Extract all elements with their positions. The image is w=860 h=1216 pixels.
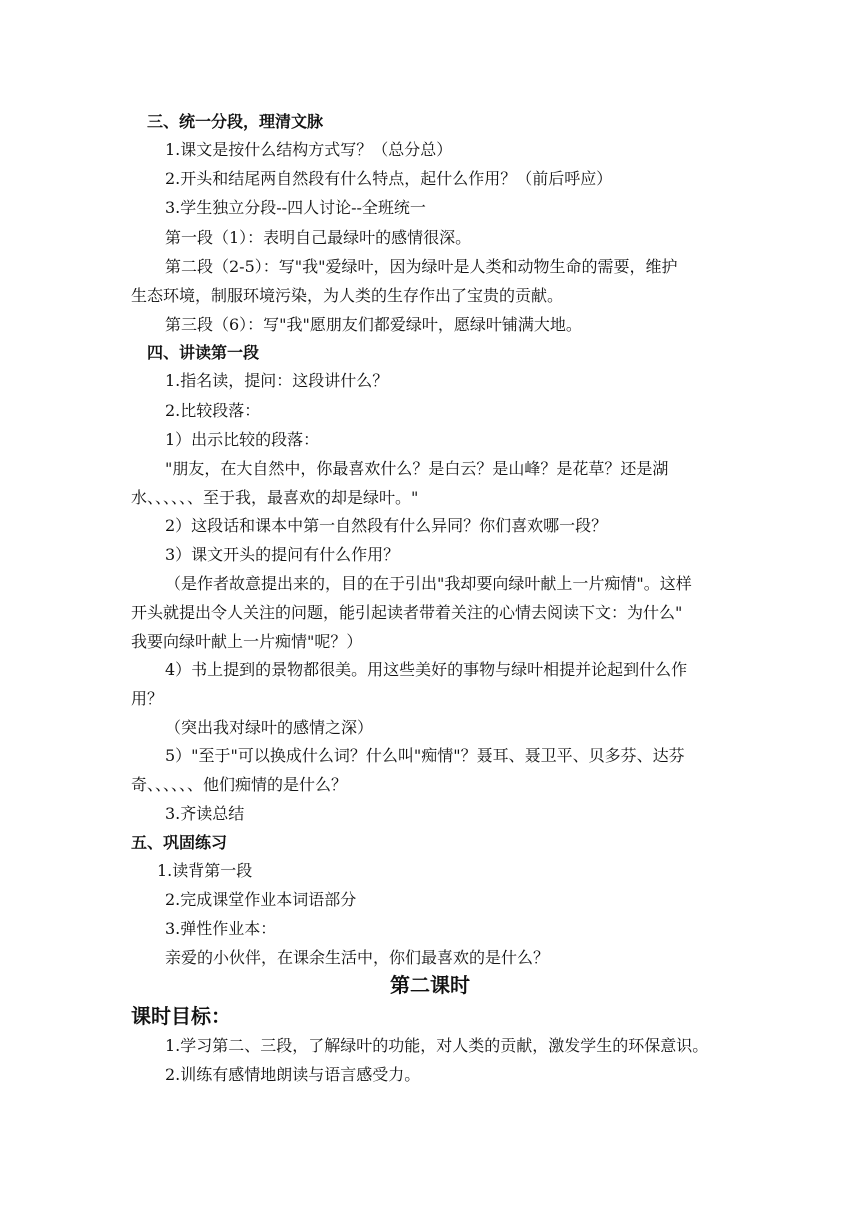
section-4-sub-5-line-2: 奇、、、、、、他们痴情的是什么？	[131, 775, 348, 794]
section-4-sub-4-line-2: 用？	[131, 689, 164, 708]
objectives-heading: 课时目标：	[131, 1004, 231, 1028]
section-3-item-1: 1.课文是按什么结构方式写？（总分总）	[165, 140, 453, 159]
section-4-sub-2: 2）这段话和课本中第一自然段有什么异同？你们喜欢哪一段？	[165, 516, 608, 535]
objective-2: 2.训练有感情地朗读与语言感受力。	[165, 1065, 421, 1084]
section-5-item-1: 1.读背第一段	[157, 861, 253, 880]
section-3-item-3: 3.学生独立分段--四人讨论--全班统一	[165, 198, 426, 217]
paragraph-segment-1: 第一段（1）：表明自己最绿叶的感情很深。	[165, 228, 472, 247]
section-5-prompt: 亲爱的小伙伴，在课余生活中，你们最喜欢的是什么？	[165, 948, 550, 967]
comparison-quote-line-2: 水、、、、、、至于我，最喜欢的却是绿叶。"	[131, 488, 419, 507]
section-3-item-2: 2.开头和结尾两自然段有什么特点，起什么作用？（前后呼应）	[165, 169, 613, 188]
paragraph-segment-2-line-1: 第二段（2-5）：写"我"爱绿叶，因为绿叶是人类和动物生命的需要，维护	[165, 257, 678, 276]
comparison-quote-line-1: "朋友，在大自然中，你最喜欢什么？是白云？是山峰？是花草？还是湖	[165, 459, 669, 478]
section-4-heading: 四、讲读第一段	[147, 343, 260, 362]
section-3-heading: 三、统一分段，理清文脉	[147, 112, 324, 131]
answer-3-line-1: （是作者故意提出来的，目的在于引出"我却要向绿叶献上一片痴情"。这样	[165, 574, 692, 593]
section-5-heading: 五、巩固练习	[131, 833, 228, 852]
section-5-item-2: 2.完成课堂作业本词语部分	[165, 890, 357, 909]
section-4-item-1: 1.指名读，提问：这段讲什么？	[165, 371, 389, 390]
section-4-item-3: 3.齐读总结	[165, 804, 245, 823]
answer-4: （突出我对绿叶的感情之深）	[165, 718, 374, 737]
answer-3-line-3: 我要向绿叶献上一片痴情"呢？）	[131, 632, 363, 651]
section-4-item-2: 2.比较段落：	[165, 401, 261, 420]
lesson-2-title: 第二课时	[390, 973, 470, 997]
section-4-sub-5-line-1: 5）"至于"可以换成什么词？什么叫"痴情"？聂耳、聂卫平、贝多芬、达芬	[165, 746, 685, 765]
section-5-item-3: 3.弹性作业本：	[165, 919, 277, 938]
section-4-sub-3: 3）课文开头的提问有什么作用？	[165, 545, 400, 564]
section-4-sub-1: 1）出示比较的段落：	[165, 430, 320, 449]
answer-3-line-2: 开头就提出令人关注的问题，能引起读者带着关注的心情去阅读下文：为什么"	[131, 603, 683, 622]
paragraph-segment-2-line-2: 生态环境，制服环境污染，为人类的生存作出了宝贵的贡献。	[131, 286, 564, 305]
section-4-sub-4-line-1: 4）书上提到的景物都很美。用这些美好的事物与绿叶相提并论起到什么作	[165, 660, 688, 679]
paragraph-segment-3: 第三段（6）：写"我"愿朋友们都爱绿叶，愿绿叶铺满大地。	[165, 315, 582, 334]
objective-1: 1.学习第二、三段，了解绿叶的功能，对人类的贡献，激发学生的环保意识。	[165, 1036, 709, 1055]
